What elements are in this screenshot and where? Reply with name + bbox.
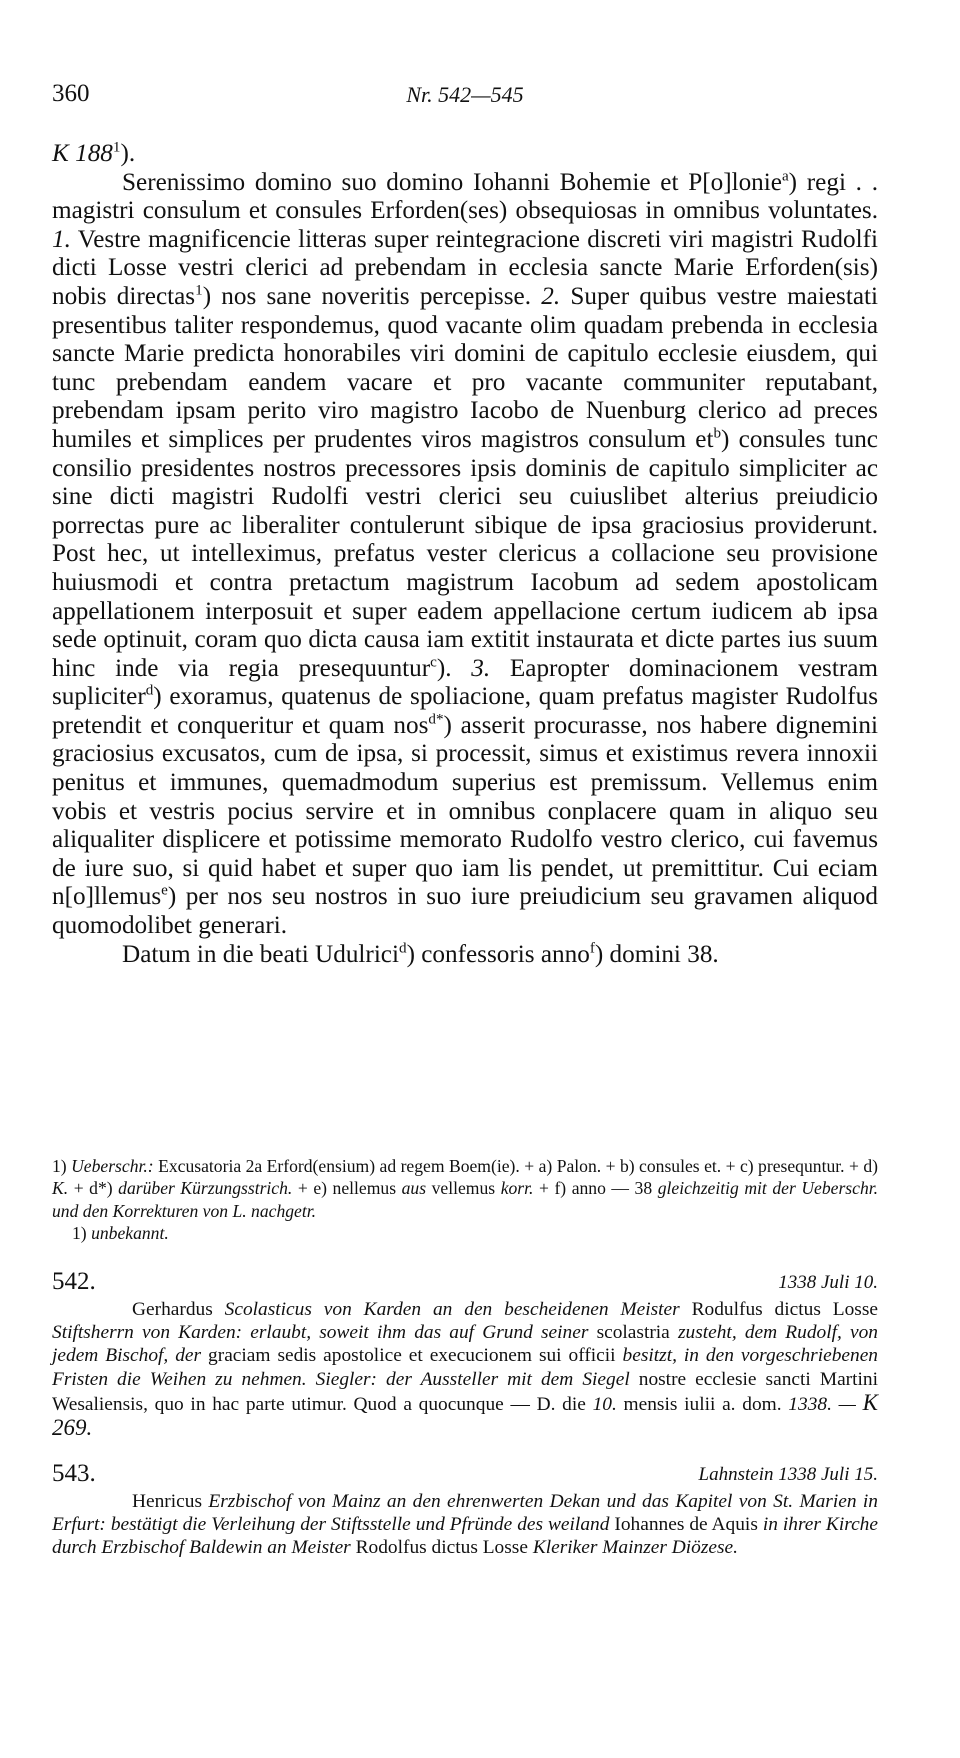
note-mark: d* <box>428 711 444 728</box>
text-segment: Iohannes de Aquis <box>614 1514 758 1536</box>
text-segment: Vestre magnificencie litteras super reintegracione discreti viri magistri Rudolfi dicti Losse vestri clerici ad prebendam in ecclesia sancte Marie Erforden(sis) nobis directas <box>52 225 879 310</box>
text-segment: Henricus <box>132 1491 202 1512</box>
text-segment: ) consules tunc consilio presidentes nostros precessores ipsis dominis de capitulo simpliciter ac sine dicti magistri Rudolfi vestri clerici seu cuiuslibet alterius preiudicio porrectas pure ac liberaliter contulerunt sibique de ipsa graciosius providerunt. Post hec, ut intelleximus, prefatus vester clericus a collacione seu provisione huiusmodi et contra pretactum magistrum Iacobum ad sedem apostolicam appellationem interposuit et super eadem appellacione certum iudicem ab ipsa sede optinuit, coram quo dicta causa iam extitit instaurata et dicte partes ius suum hinc inde via regia presequuntur <box>52 425 878 682</box>
text-segment: Datum in die beati Udulrici <box>122 940 399 968</box>
footnote-label: Ueberschr.: <box>71 1156 154 1176</box>
entry-number: 542. <box>52 1268 96 1295</box>
entry-text <box>52 1298 878 1441</box>
doc-id-note: 1 <box>112 139 121 156</box>
footnote-text: + e) nellemus <box>297 1178 397 1199</box>
entry-text <box>52 1490 878 1560</box>
text-segment: Rodulfus dictus Losse <box>691 1299 878 1320</box>
section-number: 3. <box>471 654 491 682</box>
note-mark: 1 <box>195 282 203 299</box>
text-segment: Erzbischof von Mainz an den ehrenwerten Dekan und das Kapitel von St. Marien in Erfurt: bestätigt die Verleihung der Stiftsstelle und Pfründe des weiland <box>52 1491 878 1536</box>
text-segment: in ihrer Kirche durch Erzbischof Baldewin an Meister <box>52 1514 878 1559</box>
footnote-text: korr. <box>500 1178 534 1199</box>
text-segment: nostre ecclesie sancti Martini Wesaliensis, quo in hac parte utimur. Quod a quocunque — D. die <box>52 1368 878 1415</box>
text-segment: ) domini 38. <box>594 940 719 968</box>
footnote-text: vellemus <box>431 1178 496 1199</box>
footnote-text: gleichzeitig mit der Ueberschr. und den Korrekturen von L. nachgetr. <box>52 1178 879 1221</box>
footnote-text: + f) anno — 38 <box>538 1178 653 1199</box>
entry-number: 543. <box>52 1460 96 1487</box>
text-segment: ) asserit procurasse, nos habere dignemini graciosius excusatos, cum de ipsa, si processit, simus et existimus revera innoxii penitus et immunes, quemadmodum superius est premissum. Vellemus enim vobis et vestris pocius servire et in omnibus conplacere quam in aliquo seu aliqualiter displicere et potissime memorato Rudolfo vestro clerico, cui favemus de iure suo, si quid habet et super quo iam lis pendet, ut premittitur. Cui eciam n[o]llemus <box>52 711 878 911</box>
datum-line <box>52 941 878 970</box>
document-id: K 188 <box>52 140 113 167</box>
footnote-number: 1) <box>52 1156 67 1176</box>
footnote-text: + d*) <box>73 1178 113 1199</box>
running-title: Nr. 542—545 <box>406 82 524 107</box>
text-segment: Stiftsherrn von Karden: erlaubt, soweit ihm das auf Grund seiner <box>52 1322 589 1344</box>
text-segment: Serenissimo domino suo domino Iohanni Bohemie et P[o]lonie <box>122 168 782 196</box>
note-mark: b <box>713 425 722 442</box>
note-mark: d <box>145 682 154 699</box>
text-segment: ) exoramus, quatenus de spoliacione, quam prefatus magister Rudolfus pretendit et conqueritur et quam nos <box>52 683 878 739</box>
entry-date: 1338 Juli 10. <box>778 1272 878 1293</box>
text-segment: Scolasticus von Karden an den bescheidenen Meister <box>224 1299 680 1320</box>
text-segment: Eapropter dominacionem vestram supliciter <box>52 654 879 711</box>
text-segment: ). <box>436 654 452 682</box>
footnote-text: K. <box>52 1178 69 1199</box>
footnote-text: darüber Kürzungsstrich. <box>118 1178 293 1199</box>
footnote-text: unbekannt. <box>91 1223 169 1244</box>
entry-date: Lahnstein 1338 Juli 15. <box>698 1464 878 1485</box>
text-segment: ) regi . . magistri consulum et consules Erforden(ses) obsequiosas in omnibus voluntates. <box>52 168 878 225</box>
text-segment: graciam sedis apostolice et execucionem sui officii <box>208 1345 616 1367</box>
text-segment: ) confessoris anno <box>406 940 590 968</box>
text-segment: besitzt, in den vorgeschriebenen Fristen die Weihen zu nehmen. Siegler: der Aussteller mit dem Siegel <box>52 1345 878 1390</box>
note-mark: f <box>589 940 595 957</box>
text-segment: Super quibus vestre maiestati presentibus taliter respondemus, quod vacante olim quadam prebenda in ecclesia sancte Marie predicta honorabiles viri domini de capitulo ecclesie eiusdem, qui tunc prebendam eandem vacare et pro vacante communiter reputabant, prebendam ipsam perito viro magistro Iacobo de Nuenburg clerico ad preces humiles et simplices per prudentes viros magistros consulum et <box>52 282 879 453</box>
footnote-text: aus <box>401 1178 427 1199</box>
footnote-text: Excusatoria 2a Erford(ensium) ad regem Boem(ie). + a) Palon. + b) consules et. + c) presequntur. + d) <box>158 1156 878 1176</box>
text-segment: zusteht, dem Rudolf, von jedem Bischof, der <box>52 1322 878 1367</box>
text-segment: mensis iulii a. dom. <box>623 1393 782 1415</box>
note-mark: c <box>430 654 437 671</box>
entry-543 <box>52 1460 878 1560</box>
text-segment: 10. <box>592 1393 617 1415</box>
text-segment: ) per nos seu nostros in suo iure preiudicium seu gravamen aliquod quomodolibet generari. <box>52 883 878 940</box>
note-mark: a <box>781 168 789 185</box>
footnote <box>52 1222 878 1244</box>
section-number: 2. <box>541 282 561 310</box>
note-mark: d <box>399 940 407 957</box>
text-segment: ) nos sane noveritis percepisse. <box>202 282 532 310</box>
text-segment: Kleriker Mainzer Diözese. <box>532 1537 738 1559</box>
footnote <box>52 1155 878 1222</box>
note-mark: e <box>161 883 168 900</box>
footnote-number: 1) <box>72 1223 87 1244</box>
section-number: 1. <box>52 225 71 253</box>
page-number: 360 <box>52 80 90 107</box>
text-segment: scolastria <box>596 1322 670 1344</box>
main-paragraph <box>52 169 878 941</box>
text-segment: Rodolfus dictus Losse <box>355 1537 528 1559</box>
document-body: K $188^1$). Serenissimo domino suo domino Iohanni Bohemie et P[o]lonie$^a$) regi . . magistri consulum et consules Erforden(ses) obsequiosas in omnibus voluntates. 1. Vestre magnificencie litteras super reintegracione discreti viri magistri Rudolfi dicti Losse vestri clerici ad prebendam in ecclesia sancte Marie Erforden(sis) nobis directas$^1$) nos sane noveritis percepisse. 2. Super quibus vestre maiestati presentibus taliter respondemus, quod vacante olim quadam prebenda in ecclesia sancte Marie predicta honorabiles viri domini de capitulo ecclesie eiusdem, qui tunc prebendam eandem vacare et pro vacante communiter reputabant, prebendam ipsam perito viro magistro Iacobo de Nuenburg clerico ad preces humiles et simplices per prudentes viros magistros consulum $et^b$) consules tunc consilio presidentes nostros precessores ipsis dominis de capitulo simpliciter ac sine dicti magistri Rudolfi vestri clerici seu cuiuslibet alterius preiudicio porrectas pure ac liberaliter contulerunt sibique de ipsa graciosius providerunt. Post hec, ut intelleximus, prefatus vester clericus a collacione seu provisione huiusmodi et contra pretactum magistrum Iacobum ad sedem apostolicam appellationem interposuit et super eadem appellacione certum iudicem ab ipsa sede optinuit, coram quo dicta causa iam extitit instaurata et dicte partes ius suum hinc inde via regia presequuntur$^c$). 3. Eapropter dominacionem vestram supliciter$^d$) exoramus, quatenus de spoliacione, quam prefatus magister Rudolfus pretendit et conqueritur et quam nos$^{d*}$) asserit procurasse, nos habere dignemini graciosius excusatos, cum de ipsa, si processit, simus et existimus revera innoxii penitus et immunes, quemadmodum superius est premissum. Vellemus enim vobis et vestris pocius servire et in omnibus conplacere quam in aliquo seu aliqualiter displicere et potissime memorato Rudolfo vestro clerico, cui favemus de iure suo, si quid habet et super quo iam lis pendet, ut premittitur. Cui eciam n[o]llemus$^e$) per nos seu nostros in suo iure preiudicium seu gravamen aliquod quomodolibet generari. Datum in die beati Udulrici$^d$) confessoris anno$^f$) domini 38. <box>52 139 879 968</box>
text-segment: K 269. <box>52 1389 878 1441</box>
footnotes <box>52 1155 878 1245</box>
entry-542 <box>52 1268 878 1441</box>
text-segment: Gerhardus <box>132 1299 213 1320</box>
page-header <box>52 80 878 120</box>
text-segment: 1338. — <box>788 1393 856 1415</box>
